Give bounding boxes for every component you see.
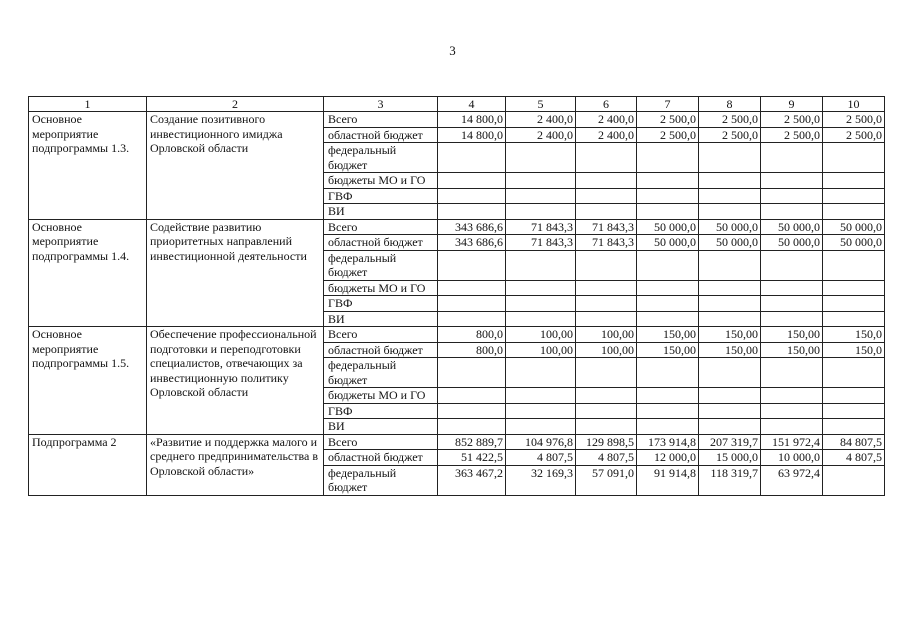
amount-cell: [699, 358, 761, 388]
funding-source-cell: ВИ: [324, 204, 438, 220]
amount-cell: 150,0: [823, 327, 885, 343]
amount-cell: [761, 403, 823, 419]
amount-cell: [438, 311, 506, 327]
amount-cell: [438, 280, 506, 296]
amount-cell: 50 000,0: [699, 235, 761, 251]
amount-cell: [576, 188, 637, 204]
budget-table: [28, 96, 885, 496]
amount-cell: 150,00: [699, 342, 761, 358]
amount-cell: [576, 296, 637, 312]
table-row: [29, 327, 885, 343]
activity-description-cell: Содействие развитию приоритетных направлений инвестиционной деятельности: [147, 219, 324, 327]
amount-cell: [438, 388, 506, 404]
amount-cell: 50 000,0: [823, 219, 885, 235]
amount-cell: [761, 311, 823, 327]
funding-source-cell: ГВФ: [324, 403, 438, 419]
amount-cell: 2 500,0: [699, 127, 761, 143]
amount-cell: [823, 403, 885, 419]
amount-cell: 2 400,0: [576, 112, 637, 128]
amount-cell: [576, 311, 637, 327]
table-row: [29, 112, 885, 128]
amount-cell: 100,00: [506, 342, 576, 358]
amount-cell: [699, 188, 761, 204]
amount-cell: [637, 188, 699, 204]
amount-cell: [637, 358, 699, 388]
amount-cell: [699, 403, 761, 419]
amount-cell: [506, 204, 576, 220]
funding-source-cell: федеральный бюджет: [324, 250, 438, 280]
amount-cell: [637, 296, 699, 312]
amount-cell: 2 400,0: [576, 127, 637, 143]
program-name-cell: Основное мероприятие подпрограммы 1.3.: [29, 112, 147, 220]
amount-cell: 852 889,7: [438, 434, 506, 450]
amount-cell: [761, 173, 823, 189]
amount-cell: [506, 173, 576, 189]
activity-description-cell: Создание позитивного инвестиционного имиджа Орловской области: [147, 112, 324, 220]
activity-description-cell: «Развитие и поддержка малого и среднего предпринимательства в Орловской области»: [147, 434, 324, 495]
amount-cell: [576, 280, 637, 296]
amount-cell: 2 500,0: [823, 112, 885, 128]
header-cell-8: 8: [699, 97, 761, 112]
amount-cell: 2 500,0: [761, 127, 823, 143]
amount-cell: 800,0: [438, 327, 506, 343]
amount-cell: [823, 173, 885, 189]
activity-description-cell: Обеспечение профессиональной подготовки и переподготовки специалистов, отвечающих за инвестиционную политику Орловской области: [147, 327, 324, 435]
amount-cell: 2 500,0: [637, 127, 699, 143]
program-name-cell: Подпрограмма 2: [29, 434, 147, 495]
amount-cell: 91 914,8: [637, 465, 699, 495]
funding-source-cell: федеральный бюджет: [324, 358, 438, 388]
amount-cell: [506, 388, 576, 404]
funding-source-cell: Всего: [324, 219, 438, 235]
amount-cell: 50 000,0: [761, 219, 823, 235]
amount-cell: [637, 419, 699, 435]
amount-cell: [699, 280, 761, 296]
funding-source-cell: ВИ: [324, 419, 438, 435]
amount-cell: [506, 143, 576, 173]
funding-source-cell: федеральный бюджет: [324, 143, 438, 173]
amount-cell: [761, 419, 823, 435]
amount-cell: 150,00: [637, 327, 699, 343]
amount-cell: [823, 358, 885, 388]
amount-cell: [761, 204, 823, 220]
table-body: [29, 112, 885, 496]
funding-source-cell: областной бюджет: [324, 127, 438, 143]
amount-cell: [637, 173, 699, 189]
amount-cell: 71 843,3: [506, 235, 576, 251]
amount-cell: [699, 419, 761, 435]
amount-cell: [761, 358, 823, 388]
amount-cell: [438, 188, 506, 204]
amount-cell: 363 467,2: [438, 465, 506, 495]
amount-cell: 57 091,0: [576, 465, 637, 495]
amount-cell: [637, 280, 699, 296]
amount-cell: [506, 403, 576, 419]
amount-cell: [823, 280, 885, 296]
amount-cell: [761, 188, 823, 204]
amount-cell: [637, 388, 699, 404]
header-cell-7: 7: [637, 97, 699, 112]
header-cell-4: 4: [438, 97, 506, 112]
amount-cell: 84 807,5: [823, 434, 885, 450]
amount-cell: [438, 419, 506, 435]
amount-cell: 50 000,0: [699, 219, 761, 235]
amount-cell: [823, 188, 885, 204]
amount-cell: 2 500,0: [761, 112, 823, 128]
amount-cell: 50 000,0: [823, 235, 885, 251]
amount-cell: [637, 311, 699, 327]
amount-cell: [438, 358, 506, 388]
header-cell-3: 3: [324, 97, 438, 112]
amount-cell: 32 169,3: [506, 465, 576, 495]
amount-cell: 4 807,5: [506, 450, 576, 466]
funding-source-cell: бюджеты МО и ГО: [324, 173, 438, 189]
amount-cell: 51 422,5: [438, 450, 506, 466]
page-number: 3: [449, 43, 456, 58]
funding-source-cell: бюджеты МО и ГО: [324, 388, 438, 404]
amount-cell: 2 400,0: [506, 127, 576, 143]
table-row: [29, 219, 885, 235]
amount-cell: [438, 250, 506, 280]
amount-cell: 343 686,6: [438, 219, 506, 235]
amount-cell: [576, 173, 637, 189]
amount-cell: 150,0: [823, 342, 885, 358]
funding-source-cell: ГВФ: [324, 296, 438, 312]
amount-cell: [576, 358, 637, 388]
amount-cell: 50 000,0: [637, 235, 699, 251]
amount-cell: 71 843,3: [576, 235, 637, 251]
amount-cell: 118 319,7: [699, 465, 761, 495]
header-cell-6: 6: [576, 97, 637, 112]
amount-cell: [761, 250, 823, 280]
amount-cell: [576, 204, 637, 220]
amount-cell: 2 500,0: [637, 112, 699, 128]
amount-cell: 71 843,3: [576, 219, 637, 235]
amount-cell: [506, 296, 576, 312]
amount-cell: [699, 250, 761, 280]
amount-cell: [699, 388, 761, 404]
amount-cell: [576, 143, 637, 173]
amount-cell: [438, 173, 506, 189]
funding-source-cell: Всего: [324, 327, 438, 343]
amount-cell: [761, 280, 823, 296]
amount-cell: [637, 403, 699, 419]
amount-cell: 4 807,5: [576, 450, 637, 466]
amount-cell: 12 000,0: [637, 450, 699, 466]
amount-cell: [506, 419, 576, 435]
amount-cell: [506, 358, 576, 388]
table-row: [29, 434, 885, 450]
amount-cell: 71 843,3: [506, 219, 576, 235]
amount-cell: [576, 403, 637, 419]
funding-source-cell: областной бюджет: [324, 450, 438, 466]
amount-cell: 15 000,0: [699, 450, 761, 466]
header-cell-9: 9: [761, 97, 823, 112]
amount-cell: [637, 143, 699, 173]
amount-cell: 100,00: [576, 342, 637, 358]
amount-cell: [506, 311, 576, 327]
funding-source-cell: ГВФ: [324, 188, 438, 204]
amount-cell: [823, 143, 885, 173]
amount-cell: [576, 250, 637, 280]
amount-cell: [823, 388, 885, 404]
amount-cell: [438, 204, 506, 220]
amount-cell: [438, 403, 506, 419]
funding-source-cell: бюджеты МО и ГО: [324, 280, 438, 296]
amount-cell: [699, 204, 761, 220]
funding-source-cell: федеральный бюджет: [324, 465, 438, 495]
amount-cell: 343 686,6: [438, 235, 506, 251]
amount-cell: [761, 143, 823, 173]
amount-cell: 50 000,0: [761, 235, 823, 251]
amount-cell: [699, 173, 761, 189]
amount-cell: [506, 280, 576, 296]
amount-cell: 10 000,0: [761, 450, 823, 466]
amount-cell: 150,00: [699, 327, 761, 343]
amount-cell: 100,00: [506, 327, 576, 343]
header-cell-10: 10: [823, 97, 885, 112]
amount-cell: 14 800,0: [438, 112, 506, 128]
amount-cell: 63 972,4: [761, 465, 823, 495]
funding-source-cell: областной бюджет: [324, 342, 438, 358]
amount-cell: [506, 250, 576, 280]
amount-cell: 800,0: [438, 342, 506, 358]
amount-cell: 14 800,0: [438, 127, 506, 143]
amount-cell: 2 400,0: [506, 112, 576, 128]
amount-cell: 151 972,4: [761, 434, 823, 450]
amount-cell: 4 807,5: [823, 450, 885, 466]
header-row: [29, 97, 885, 112]
amount-cell: [576, 388, 637, 404]
amount-cell: [637, 250, 699, 280]
amount-cell: 150,00: [761, 327, 823, 343]
amount-cell: [438, 143, 506, 173]
funding-source-cell: Всего: [324, 434, 438, 450]
funding-source-cell: ВИ: [324, 311, 438, 327]
amount-cell: [699, 143, 761, 173]
amount-cell: 2 500,0: [823, 127, 885, 143]
amount-cell: [823, 204, 885, 220]
header-cell-2: 2: [147, 97, 324, 112]
amount-cell: [576, 419, 637, 435]
amount-cell: 173 914,8: [637, 434, 699, 450]
amount-cell: 129 898,5: [576, 434, 637, 450]
table-header: [29, 97, 885, 112]
amount-cell: [761, 296, 823, 312]
amount-cell: [699, 311, 761, 327]
amount-cell: 207 319,7: [699, 434, 761, 450]
amount-cell: [823, 250, 885, 280]
amount-cell: [823, 419, 885, 435]
amount-cell: 100,00: [576, 327, 637, 343]
amount-cell: [823, 296, 885, 312]
amount-cell: 104 976,8: [506, 434, 576, 450]
amount-cell: [699, 296, 761, 312]
amount-cell: 150,00: [637, 342, 699, 358]
amount-cell: [438, 296, 506, 312]
amount-cell: [823, 465, 885, 495]
amount-cell: 150,00: [761, 342, 823, 358]
program-name-cell: Основное мероприятие подпрограммы 1.4.: [29, 219, 147, 327]
amount-cell: [823, 311, 885, 327]
amount-cell: 50 000,0: [637, 219, 699, 235]
amount-cell: 2 500,0: [699, 112, 761, 128]
funding-source-cell: областной бюджет: [324, 235, 438, 251]
amount-cell: [506, 188, 576, 204]
header-cell-1: 1: [29, 97, 147, 112]
amount-cell: [761, 388, 823, 404]
amount-cell: [637, 204, 699, 220]
program-name-cell: Основное мероприятие подпрограммы 1.5.: [29, 327, 147, 435]
funding-source-cell: Всего: [324, 112, 438, 128]
header-cell-5: 5: [506, 97, 576, 112]
